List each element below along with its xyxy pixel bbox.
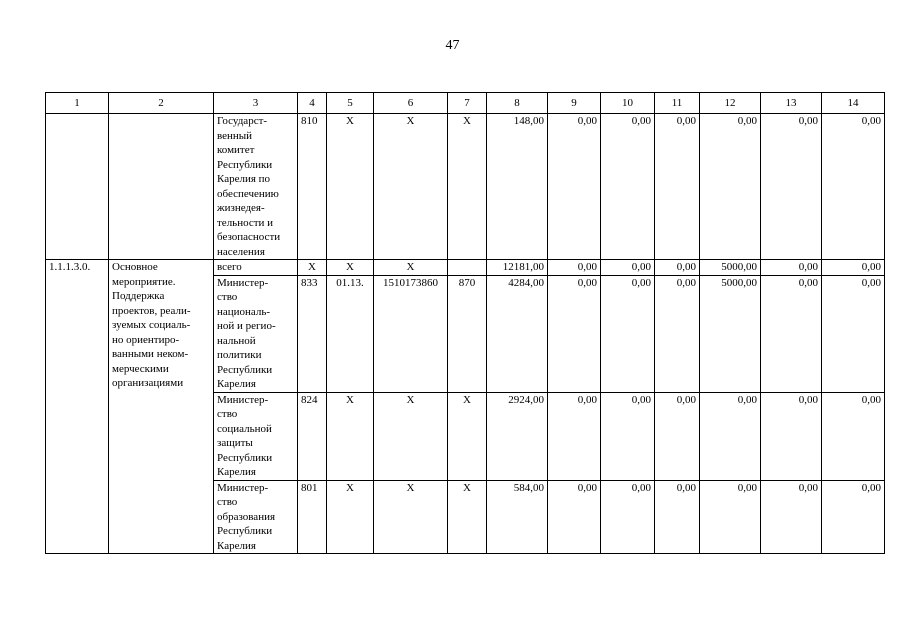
cell: Х [374, 392, 448, 480]
amount-cell: 0,00 [548, 114, 601, 260]
row-title-cell [109, 114, 214, 260]
table-row [46, 260, 885, 276]
row-code-cell: 1.1.1.3.0. [46, 260, 109, 554]
cell: 801 [298, 480, 327, 554]
amount-cell: 0,00 [655, 480, 700, 554]
cell: Х [448, 114, 487, 260]
executor-cell: Министер- ство социальной защиты Республики Карелия [214, 392, 298, 480]
amount-cell: 0,00 [822, 480, 885, 554]
executor-cell: Государст- венный комитет Республики Карелия по обеспечению жизнедея- тельности и безопасности населения [214, 114, 298, 260]
cell: 870 [448, 275, 487, 392]
cell: 810 [298, 114, 327, 260]
table-row [46, 114, 885, 260]
amount-cell: 0,00 [761, 275, 822, 392]
executor-cell: Министер- ство националь- ной и регио- нальной политики Республики Карелия [214, 275, 298, 392]
header-cell: 13 [761, 93, 822, 114]
amount-cell: 0,00 [601, 392, 655, 480]
amount-cell: 0,00 [655, 275, 700, 392]
amount-cell: 0,00 [655, 260, 700, 276]
cell: Х [327, 260, 374, 276]
cell [448, 260, 487, 276]
amount-cell: 0,00 [700, 392, 761, 480]
header-cell: 9 [548, 93, 601, 114]
amount-cell: 0,00 [601, 260, 655, 276]
cell: 833 [298, 275, 327, 392]
amount-cell: 0,00 [548, 392, 601, 480]
row-code-cell [46, 114, 109, 260]
cell: Х [374, 114, 448, 260]
cell: Х [327, 392, 374, 480]
header-cell: 2 [109, 93, 214, 114]
amount-cell: 0,00 [548, 480, 601, 554]
amount-cell: 0,00 [822, 392, 885, 480]
amount-cell: 5000,00 [700, 260, 761, 276]
header-cell: 1 [46, 93, 109, 114]
amount-cell: 148,00 [487, 114, 548, 260]
table-header-row [46, 93, 885, 114]
amount-cell: 0,00 [655, 392, 700, 480]
amount-cell: 0,00 [822, 275, 885, 392]
amount-cell: 584,00 [487, 480, 548, 554]
cell: Х [374, 260, 448, 276]
amount-cell: 0,00 [601, 480, 655, 554]
header-cell: 8 [487, 93, 548, 114]
cell: Х [374, 480, 448, 554]
cell: Х [298, 260, 327, 276]
page-number: 47 [445, 38, 460, 53]
amount-cell: 12181,00 [487, 260, 548, 276]
amount-cell: 0,00 [655, 114, 700, 260]
budget-table [45, 92, 885, 554]
header-cell: 11 [655, 93, 700, 114]
amount-cell: 0,00 [761, 480, 822, 554]
amount-cell: 0,00 [700, 480, 761, 554]
cell: Х [327, 114, 374, 260]
executor-cell: всего [214, 260, 298, 276]
amount-cell: 0,00 [761, 114, 822, 260]
amount-cell: 0,00 [822, 114, 885, 260]
amount-cell: 5000,00 [700, 275, 761, 392]
header-cell: 12 [700, 93, 761, 114]
amount-cell: 0,00 [601, 275, 655, 392]
cell: Х [448, 392, 487, 480]
amount-cell: 0,00 [548, 275, 601, 392]
amount-cell: 0,00 [822, 260, 885, 276]
row-title-cell: Основное мероприятие. Поддержка проектов, реали- зуемых социаль- но ориентиро- ванными неком- мерческими организациями [109, 260, 214, 554]
cell: 01.13. [327, 275, 374, 392]
amount-cell: 0,00 [601, 114, 655, 260]
header-cell: 4 [298, 93, 327, 114]
amount-cell: 0,00 [761, 392, 822, 480]
header-cell: 7 [448, 93, 487, 114]
amount-cell: 2924,00 [487, 392, 548, 480]
executor-cell: Министер- ство образования Республики Карелия [214, 480, 298, 554]
cell: Х [327, 480, 374, 554]
header-cell: 10 [601, 93, 655, 114]
amount-cell: 0,00 [761, 260, 822, 276]
amount-cell: 0,00 [700, 114, 761, 260]
header-cell: 14 [822, 93, 885, 114]
cell: Х [448, 480, 487, 554]
header-cell: 6 [374, 93, 448, 114]
header-cell: 3 [214, 93, 298, 114]
amount-cell: 0,00 [548, 260, 601, 276]
cell: 824 [298, 392, 327, 480]
cell: 1510173860 [374, 275, 448, 392]
amount-cell: 4284,00 [487, 275, 548, 392]
header-cell: 5 [327, 93, 374, 114]
